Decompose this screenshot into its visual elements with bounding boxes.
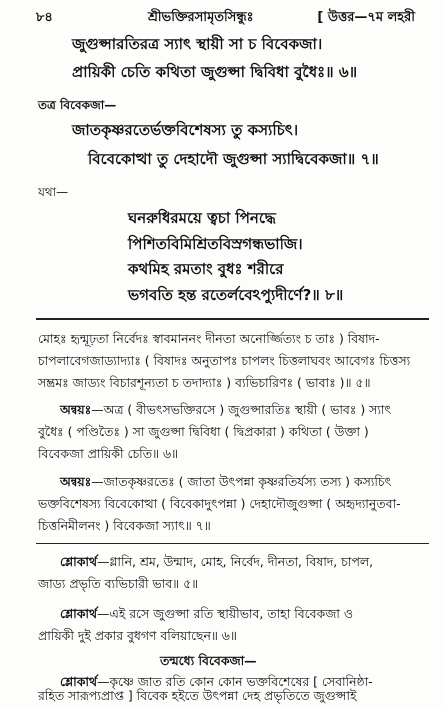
anvaya7-line3: চিত্তনিমীলনং ) বিবেকজা স্যাৎ॥ ৭॥	[38, 518, 211, 533]
verse6-line2: প্রায়িকী চেতি কথিতা জুগুপ্সা দ্বিবিধা বুধৈঃ॥ ৬॥	[72, 63, 358, 81]
commentary5-line3: সম্ভ্রমঃ জাড্যং বিচারশূন্যতা চ তদাদ্যাঃ ) ব্যভিচারিণঃ ( ভাবাঃ )॥ ৫॥	[38, 375, 371, 390]
running-section: [ উত্তর—৭ম লহরী	[317, 10, 415, 25]
verse6-line1: জুগুপ্সারতিরত্র স্যাৎ স্থায়ী সা চ বিবেকজা।	[72, 35, 323, 53]
shlokartha5-text1: —গ্লানি, শ্রম, উন্মাদ, মোহ, নির্বেদ, দীনতা, বিষাদ, চাপল,	[97, 554, 374, 569]
anvaya7-label: অন্বয়ঃ	[60, 474, 92, 489]
verse7-line1: জাতকৃষ্ণরতের্ভক্তবিশেষস্য তু কস্যচিৎ।	[72, 121, 299, 139]
verse7-line2: বিবেকোত্থা তু দেহাদৌ জুগুপ্সা স্যাদ্বিবেকজা॥ ৭॥	[88, 150, 379, 168]
anvaya7-line2: ভক্তবিশেষস্য বিবেকোত্থা ( বিবেকাদুৎপন্না ) দেহাদৌজুগুপ্সা ( অহৃদ্যানুতবা-	[38, 496, 401, 511]
anvaya6-text1: —অত্র ( বীভৎসভক্তিরসে ) জুগুপ্সারতিঃ স্থায়ী ( ভাবঃ ) স্যাৎ	[91, 402, 392, 417]
verse8-line1: ঘনরুধিরময়ে ত্বচা পিনদ্ধে	[128, 209, 276, 227]
running-title: শ্রীভক্তিরসামৃতসিন্ধুঃ	[148, 10, 254, 25]
verse8-line3: কথমিহ রমতাং বুধঃ শরীরে	[128, 260, 284, 278]
shlokartha7-text1: —কৃষ্ণে জাত রতি কোন কোন ভক্তবিশেষের [ সেবানিষ্ঠা-	[97, 674, 373, 689]
shlokartha6-label: শ্লোকার্থ	[60, 606, 97, 621]
verse8-line4: ভগবতি হন্ত রতের্লবেঽপ্যুদীর্ণে?॥ ৮॥	[128, 286, 344, 304]
anvaya7-line1	[60, 472, 391, 492]
shlokartha5-label: শ্লোকার্থ	[60, 554, 97, 569]
section-vivekaja: তত্র বিবেকজা—	[38, 98, 117, 112]
divider-mid	[36, 543, 429, 544]
page-number: ৮৪	[36, 10, 53, 25]
shlokartha6-text1: —এই রসে জুগুপ্সা রতি স্থায়ীভাব, তাহা বিবেকজা ও	[97, 606, 353, 621]
shlokartha6-line2: প্রায়িকী দুই প্রকার বুধগণ বলিয়াছেন॥ ৬॥	[38, 628, 237, 643]
shlokartha5-line2: জাড্য প্রভৃতি ব্যভিচারী ভাব॥ ৫॥	[38, 576, 199, 591]
shlokartha5-line1	[60, 552, 373, 572]
anvaya6-line1	[60, 400, 391, 420]
shlokartha7-label: শ্লোকার্থ	[60, 674, 97, 689]
anvaya6-line3: বিবেকজা প্রায়িকী চেতি॥ ৬॥	[38, 446, 179, 461]
page-header	[36, 8, 415, 28]
yatha-label: যথা—	[38, 185, 69, 199]
commentary5-line2: চাপলাবেগজাড্যাদ্যাঃ ( বিষাদঃ অনুতাপঃ চাপলং চিত্তলাঘবং আবেগঃ চিত্তস্য	[38, 353, 411, 368]
heading-vivekaja: তন্মধ্যে বিবেকজা—	[160, 653, 257, 668]
verse8-line2: পিশিতবিমিশ্রিতবিস্রগন্ধভাজি।	[128, 235, 303, 253]
anvaya6-label: অন্বয়ঃ	[60, 402, 92, 417]
anvaya6-line2: বুধৈঃ ( পণ্ডিতৈঃ ) সা জুগুপ্সা দ্বিবিধা ( দ্বিপ্রকারা ) কথিতা ( উক্তা )	[38, 424, 369, 439]
shlokartha7-line2: রহিত সারূপ্যপ্রাপ্ত ] বিবেক হইতে উৎপন্না দেহ প্রভৃতিতে জুগুপ্সাই	[38, 688, 357, 703]
shlokartha6-line1	[60, 604, 353, 624]
anvaya7-text1: —জাতকৃষ্ণরতেঃ ( জাতা উৎপন্না কৃষ্ণরতির্যস্য তস্য ) কস্যচিৎ	[91, 474, 392, 489]
commentary5-line1: মোহঃ হৃন্মূঢ়তা নির্বেদঃ স্বাবমাননং দীনতা অনোর্জ্জিত্যং চ তাঃ ) বিষাদ-	[38, 331, 380, 346]
divider-top	[36, 318, 429, 320]
